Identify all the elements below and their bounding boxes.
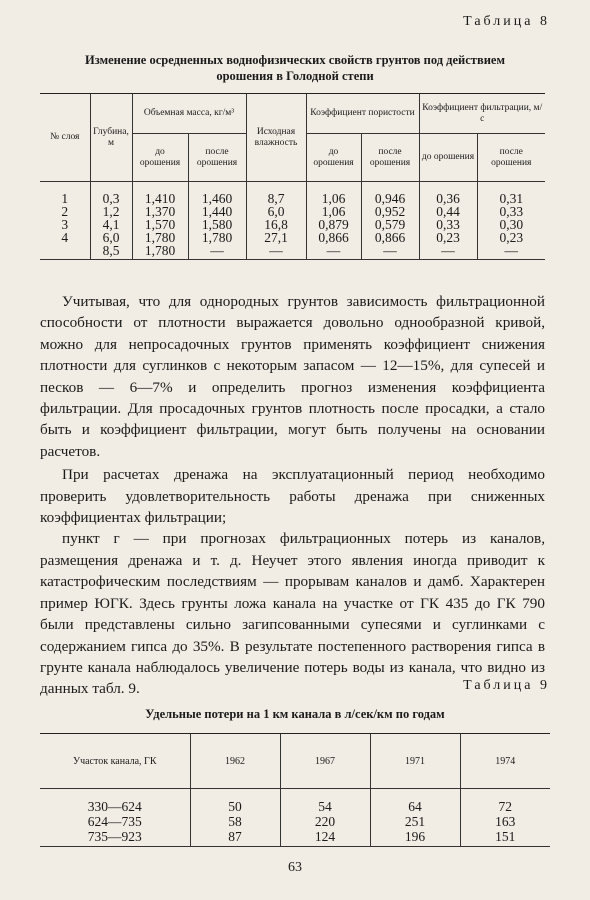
table-cell: 1,780: [132, 231, 188, 244]
table-cell: 735—923: [40, 829, 190, 847]
page-number: 63: [288, 860, 302, 875]
table8-label: Таблица 8: [463, 14, 550, 29]
table-cell: 0,44: [419, 205, 477, 218]
table-cell: 624—735: [87, 814, 142, 829]
table-cell: —: [419, 244, 477, 260]
header-filtration: Коэффициент фильтрации, м/с: [419, 94, 545, 134]
table-cell: 87: [190, 829, 280, 847]
table-cell: 0,579: [361, 218, 419, 231]
table8-body: [40, 182, 545, 260]
table-cell: —: [477, 244, 545, 260]
table8-caption: [30, 52, 560, 84]
table-cell: 1,370: [132, 205, 188, 218]
table-cell: 330—624: [87, 799, 142, 814]
header-initial-moisture: Исходная влажность: [246, 94, 306, 182]
table9: [40, 733, 550, 847]
table9-label: Таблица 9: [463, 678, 550, 693]
table-cell: 163: [460, 814, 550, 829]
table-cell: 0,33: [477, 205, 545, 218]
header-year-1962: 1962: [190, 734, 280, 789]
body-text: [40, 291, 545, 700]
header-depth: Глубина, м: [90, 94, 132, 182]
table-cell: 0,879: [306, 218, 361, 231]
table-cell: 1,570: [132, 218, 188, 231]
header-year-1974: 1974: [460, 734, 550, 789]
table-row: [40, 814, 550, 829]
table-row: [40, 829, 550, 847]
table-cell: 2: [61, 204, 69, 219]
table-cell: 0,866: [361, 231, 419, 244]
table-cell: —: [361, 244, 419, 260]
header-bulk-density: Объемная масса, кг/м³: [132, 94, 246, 134]
table-cell: 1,780: [188, 231, 246, 244]
table-row: [40, 182, 545, 206]
table-cell: 196: [370, 829, 460, 847]
table-cell: 220: [280, 814, 370, 829]
table-cell: 0,31: [477, 182, 545, 206]
table-cell: 124: [280, 829, 370, 847]
table-cell: [40, 244, 90, 260]
table-cell: 1,460: [188, 182, 246, 206]
table-cell: 50: [190, 789, 280, 815]
table-cell: 8,7: [246, 182, 306, 206]
table-cell: 0,3: [90, 182, 132, 206]
table-cell: 0,36: [419, 182, 477, 206]
paragraph-3: пункт г — при прогнозах фильтрационных потерь из каналов, размещения дренажа и т. д. Неучет этого явления иногда приводит к катастрофическим последствиям — прорывам каналов и дамб. Характерен пример ЮГК. Здесь грунты ложа канала на участке от ГК 435 до ГК 790 были представлены сильно загипсованными супесями и суглинками с содержанием гипса до 35%. В результате постепенного растворения гипса в грунте канала наблюдалось увеличение потерь воды из канала, что видно из данных табл. 9.: [40, 530, 545, 698]
table-cell: —: [246, 244, 306, 260]
table-cell: 1,2: [90, 205, 132, 218]
table8: [40, 93, 545, 260]
table-cell: —: [306, 244, 361, 260]
table-cell: 0,23: [419, 231, 477, 244]
header-porosity-after: после орошения: [361, 134, 419, 182]
table-cell: 8,5: [90, 244, 132, 260]
table-cell: 0,866: [306, 231, 361, 244]
table8-caption-line1: Изменение осредненных воднофизических свойств грунтов под действием: [85, 53, 505, 67]
table-cell: 0,952: [361, 205, 419, 218]
header-density-after: после орошения: [188, 134, 246, 182]
table-cell: 1,06: [306, 205, 361, 218]
table-cell: —: [188, 244, 246, 260]
table-cell: 3: [61, 217, 69, 232]
header-year-1971: 1971: [370, 734, 460, 789]
table-row: [40, 789, 550, 815]
table-cell: 1,06: [306, 182, 361, 206]
table-cell: 0,946: [361, 182, 419, 206]
table-cell: 1,580: [188, 218, 246, 231]
table-cell: 54: [280, 789, 370, 815]
table-cell: 151: [460, 829, 550, 847]
header-porosity-before: до орошения: [306, 134, 361, 182]
table-cell: 0,23: [477, 231, 545, 244]
table-cell: 27,1: [246, 231, 306, 244]
table-cell: 58: [190, 814, 280, 829]
paragraph-2: При расчетах дренажа на эксплуатационный период необходимо проверить удовлетворительность работы дренажа при сниженных коэффициентах фильтрации;: [40, 466, 545, 527]
table-cell: 1,440: [188, 205, 246, 218]
table-cell: 6,0: [90, 231, 132, 244]
paragraph-1: Учитывая, что для однородных грунтов зависимость фильтрационной способности от плотности выражается довольно однообразной кривой, можно для непросадочных грунтов применять коэффициент снижения плотности для суглинков с некоторым запасом — 12—15%, для супесей и песков — 6—7% и определить прогноз изменения коэффициента фильтрации. Для просадочных грунтов плотность после просадки, а стало быть и коэффициент фильтрации, могут быть получены на основании расчетов.: [40, 293, 545, 460]
table-cell: 16,8: [246, 218, 306, 231]
table-cell: 1: [61, 191, 69, 206]
header-density-before: до орошения: [132, 134, 188, 182]
header-year-1967: 1967: [280, 734, 370, 789]
header-layer-no: № слоя: [40, 94, 90, 182]
table-cell: 72: [460, 789, 550, 815]
table9-caption: Удельные потери на 1 км канала в л/сек/км по годам: [145, 707, 445, 721]
table-cell: 0,30: [477, 218, 545, 231]
table8-caption-line2: орошения в Голодной степи: [216, 69, 374, 83]
table-cell: 64: [370, 789, 460, 815]
table-cell: 6,0: [246, 205, 306, 218]
header-canal-section: Участок канала, ГК: [40, 734, 190, 789]
header-porosity: Коэффициент пористости: [306, 94, 419, 134]
table-cell: 4,1: [90, 218, 132, 231]
table-cell: 1,780: [132, 244, 188, 260]
table9-body: [40, 789, 550, 847]
table-cell: 251: [370, 814, 460, 829]
table-row: [40, 244, 545, 260]
header-filtration-before: до орошения: [419, 134, 477, 182]
table-cell: 4: [61, 230, 69, 245]
table-cell: 1,410: [132, 182, 188, 206]
header-filtration-after: после орошения: [477, 134, 545, 182]
table-cell: 0,33: [419, 218, 477, 231]
